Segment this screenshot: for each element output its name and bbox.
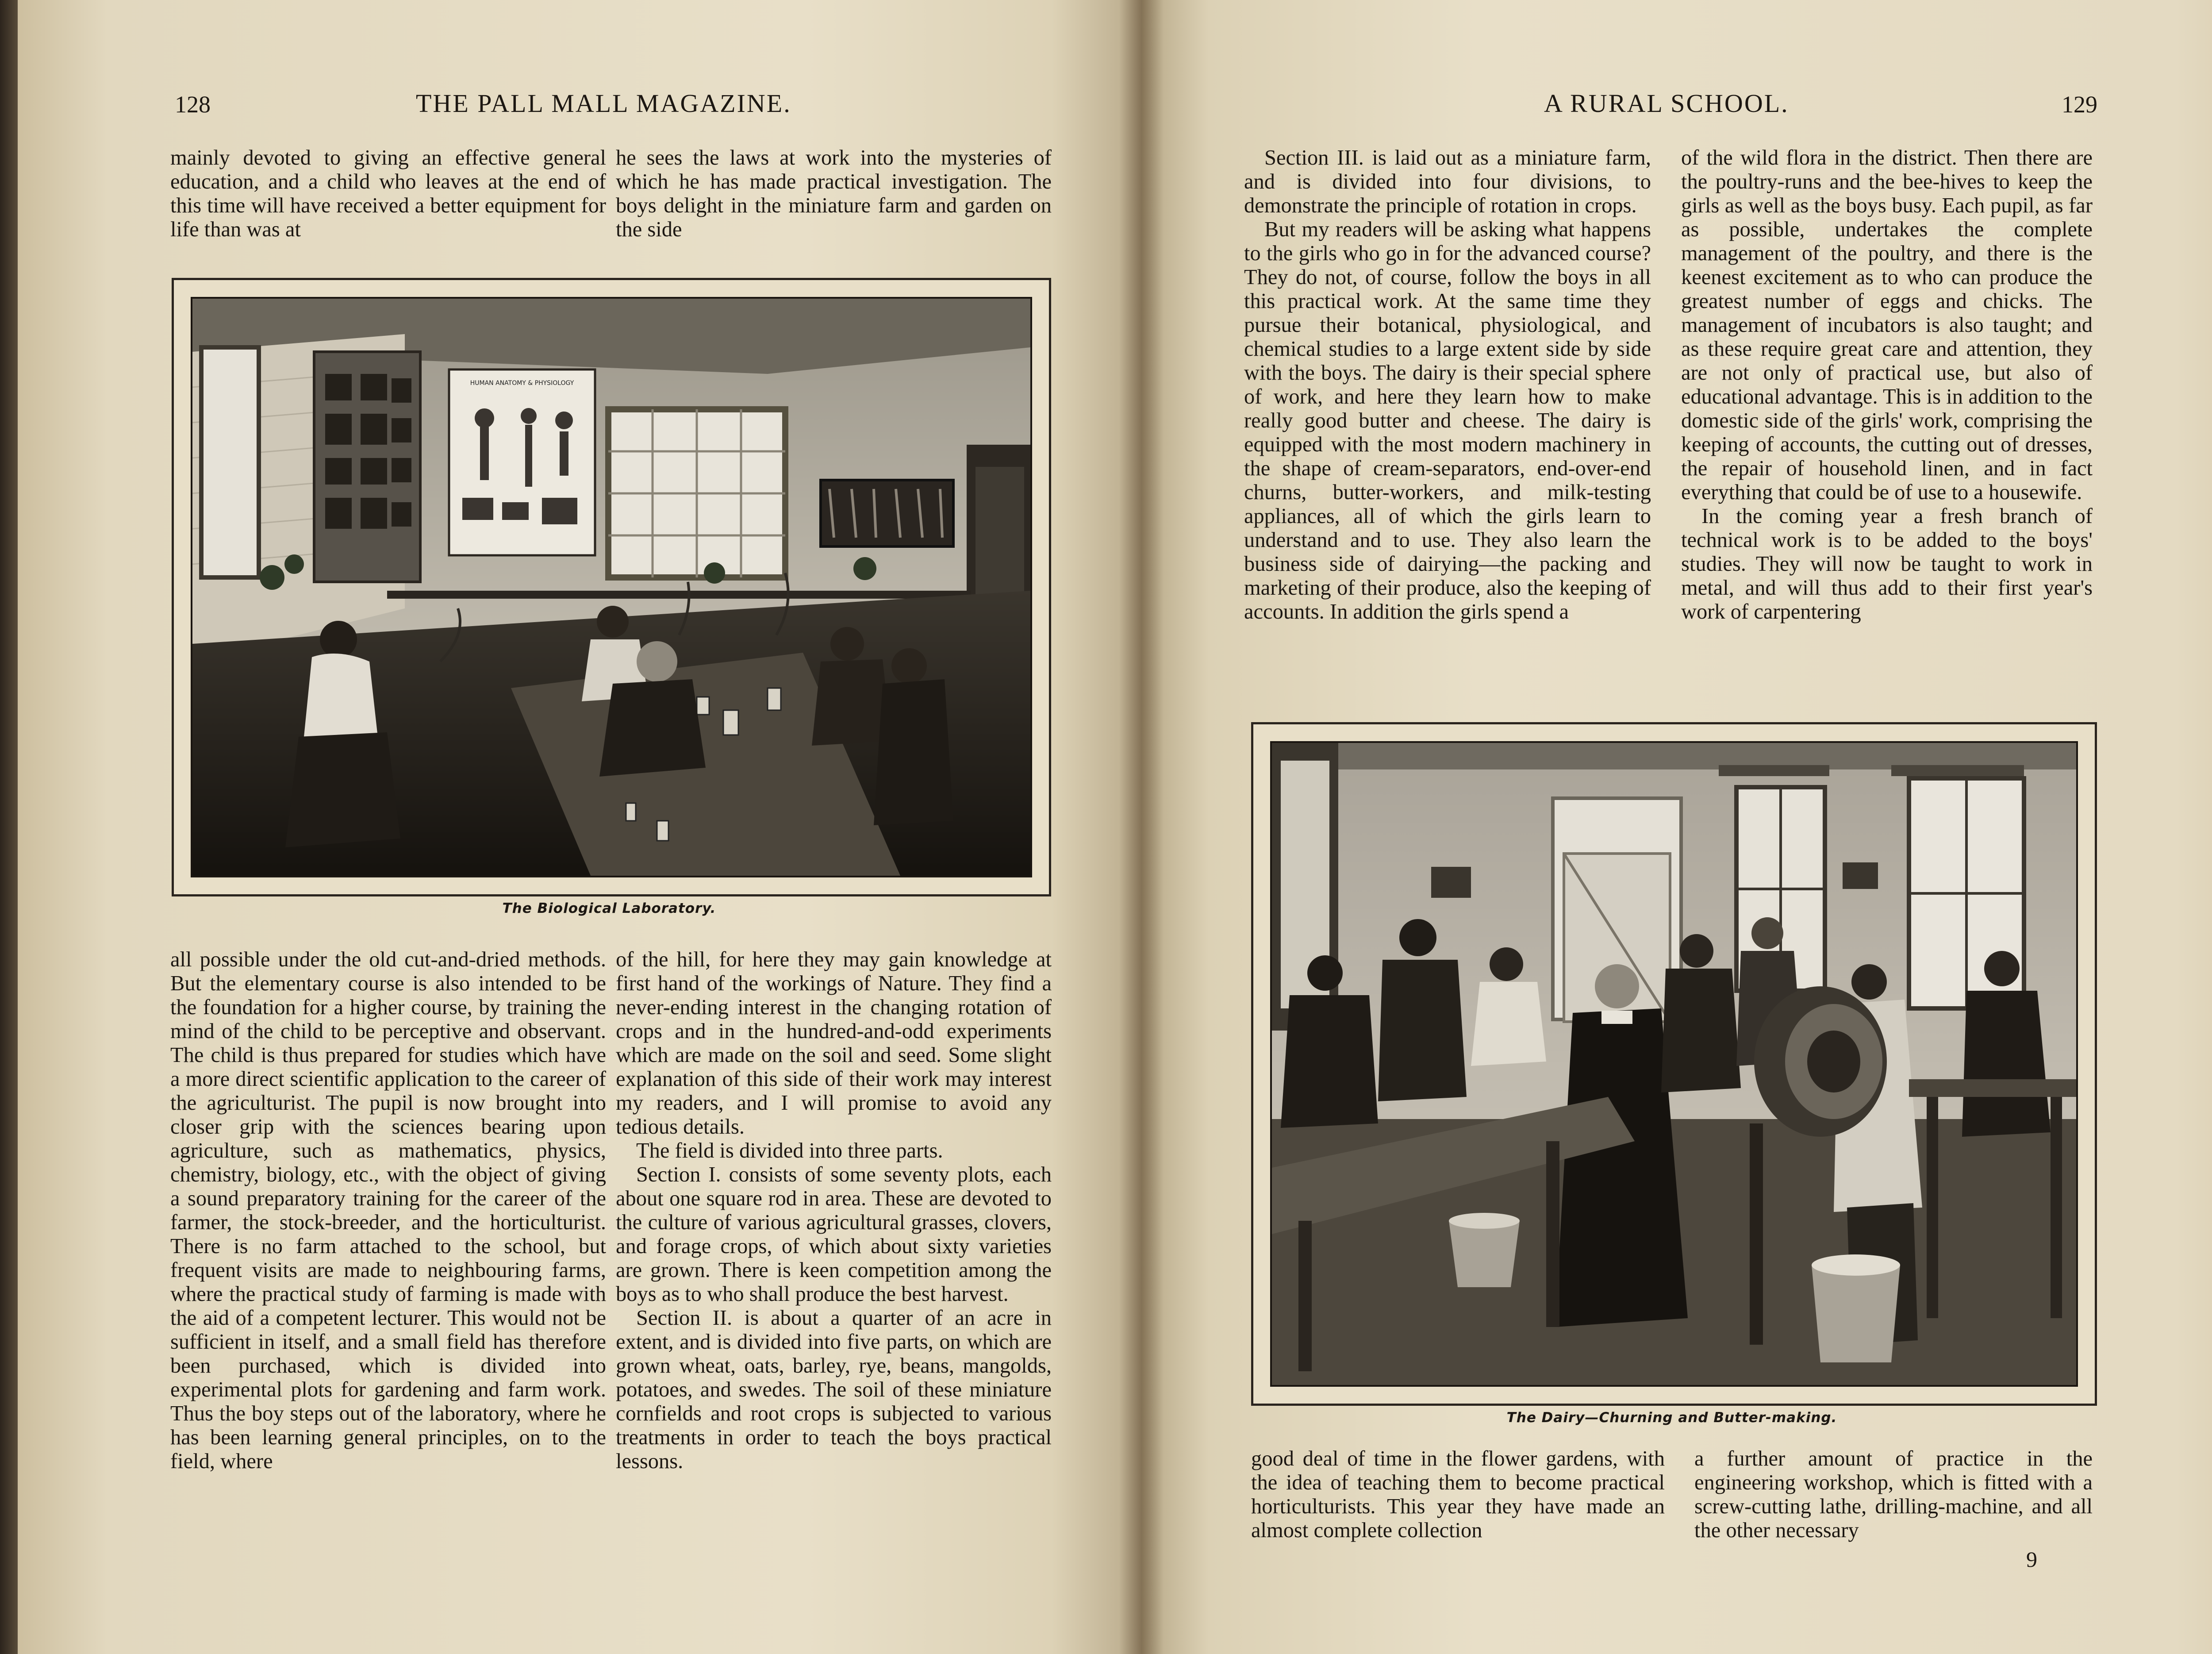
text-column-2-top — [616, 146, 1052, 242]
paragraph: a further amount of practice in the engineering workshop, which is fitted with a screw-cutting lathe, drilling-machine, and all the other necessary — [1694, 1447, 2093, 1542]
text-column-1-top — [170, 146, 606, 242]
figure-caption: The Biological Laboratory. — [502, 900, 716, 916]
figure-dairy — [1251, 722, 2097, 1406]
paragraph: good deal of time in the flower gardens, with the idea of teaching them to become practical horticulturists. This year they have made an almost complete collection — [1251, 1447, 1665, 1542]
text-column-2-top — [1681, 146, 2093, 624]
paragraph: all possible under the old cut-and-dried methods. But the elementary course is also intended to be the foundation for a higher course, by training the mind of the child to be perceptive and observant. The child is thus prepared for studies which have a more direct scientific application to the career of the agriculturist. The pupil is now brought into closer grip with the sciences bearing upon agriculture, such as mathematics, physics, chemistry, biology, etc., with the object of giving a sound preparatory training for the career of the farmer, the stock-breeder, and the horticulturist. There is no farm attached to the school, but frequent visits are made to neighbouring farms, where the practical study of farming is made with the aid of a competent lecturer. This would not be sufficient in itself, and a small field has therefore been purchased, which is divided into experimental plots for gardening and farm work. Thus the boy steps out of the laboratory, where he has been learning general principles, on to the field, where — [170, 948, 606, 1473]
page-number: 129 — [2062, 91, 2097, 118]
figure-caption: The Dairy—Churning and Butter-making. — [1506, 1410, 1837, 1426]
text-column-2-bottom — [616, 948, 1052, 1473]
left-page — [18, 0, 1141, 1654]
dairy-illustration — [1272, 743, 2076, 1385]
text-column-1-top — [1244, 146, 1651, 624]
paragraph: he sees the laws at work into the mysteries of which he has made practical investigation. The boys delight in the miniature farm and garden on the side — [616, 146, 1052, 241]
running-head: A RURAL SCHOOL. — [1544, 89, 1789, 118]
signature-mark: 9 — [2026, 1547, 2037, 1572]
paragraph: But my readers will be asking what happens to the girls who go in for the advanced course? They do not, of course, follow the boys in all this practical work. At the same time they pursue their botanical, physiological, and chemical studies to a large extent side by side with the boys. The dairy is their special sphere of work, and here they learn how to make really good butter and cheese. The dairy is equipped with the most modern machinery in the shape of cream-separators, end-over-end churns, butter-workers, and milk-testing appliances, all of which the girls learn to understand and to use. They also learn the business side of dairying—the packing and marketing of their produce, also the keeping of accounts. In addition the girls spend a — [1244, 218, 1651, 623]
photo-biological-laboratory — [191, 297, 1032, 877]
photo-dairy-churning — [1270, 741, 2078, 1387]
paragraph: The field is divided into three parts. — [636, 1139, 943, 1162]
text-column-2-bottom — [1694, 1447, 2093, 1542]
paragraph: of the wild flora in the district. Then there are the poultry-runs and the bee-hives to keep the girls as well as the boys busy. Each pupil, as far as possible, undertakes the complete management of the poultry, and there is the keenest excitement as to who can produce the greatest number of eggs and chicks. The management of incubators is also taught; and as these require great care and attention, they are not only of practical use, but also of educational advantage. This is in addition to the domestic side of the girls' work, comprising the keeping of accounts, the cutting out of dresses, the repair of household linen, and in fact everything that could be of use to a housewife. — [1681, 146, 2093, 504]
paragraph: Section II. is about a quarter of an acre in extent, and is divided into five parts, on which are grown wheat, oats, barley, rye, beans, mangolds, potatoes, and swedes. The soil of these miniature cornfields and root crops is subjected to various treatments in order to teach the boys practical lessons. — [616, 1306, 1052, 1473]
paragraph: of the hill, for here they may gain knowledge at first hand of the workings of Nature. They find a never-ending interest in the changing rotation of crops and in the hundred-and-odd experiments which are made on the soil and seed. Some slight explanation of this side of their work may interest my readers, and I will promise to avoid any tedious details. — [616, 948, 1052, 1139]
right-page — [1141, 0, 2212, 1654]
page-number: 128 — [175, 91, 211, 118]
butter-tub — [1812, 1254, 1900, 1362]
anatomy-chart-label: HUMAN ANATOMY & PHYSIOLOGY — [470, 380, 574, 387]
figure-biological-laboratory — [172, 278, 1051, 896]
book-gutter — [1119, 0, 1164, 1654]
paragraph: In the coming year a fresh branch of technical work is to be added to the boys' studies. They will now be taught to work in metal, and will thus add to their first year's work of carpentering — [1681, 504, 2093, 623]
laboratory-illustration — [192, 299, 1030, 876]
paragraph: Section I. consists of some seventy plots, each about one square rod in area. These are devoted to the culture of various agricultural grasses, clovers, and forage crops, of which about sixty varieties are grown. There is keen competition among the boys as to who shall produce the best harvest. — [616, 1163, 1052, 1306]
text-column-1-bottom — [170, 948, 606, 1473]
text-column-1-bottom — [1251, 1447, 1665, 1542]
paragraph: mainly devoted to giving an effective general education, and a child who leaves at the end of this time will have received a better equipment for life than was at — [170, 146, 606, 241]
running-head: THE PALL MALL MAGAZINE. — [416, 89, 791, 118]
paragraph: Section III. is laid out as a miniature farm, and is divided into four divisions, to demonstrate the principle of rotation in crops. — [1244, 146, 1651, 217]
milk-pail — [1449, 1213, 1520, 1287]
